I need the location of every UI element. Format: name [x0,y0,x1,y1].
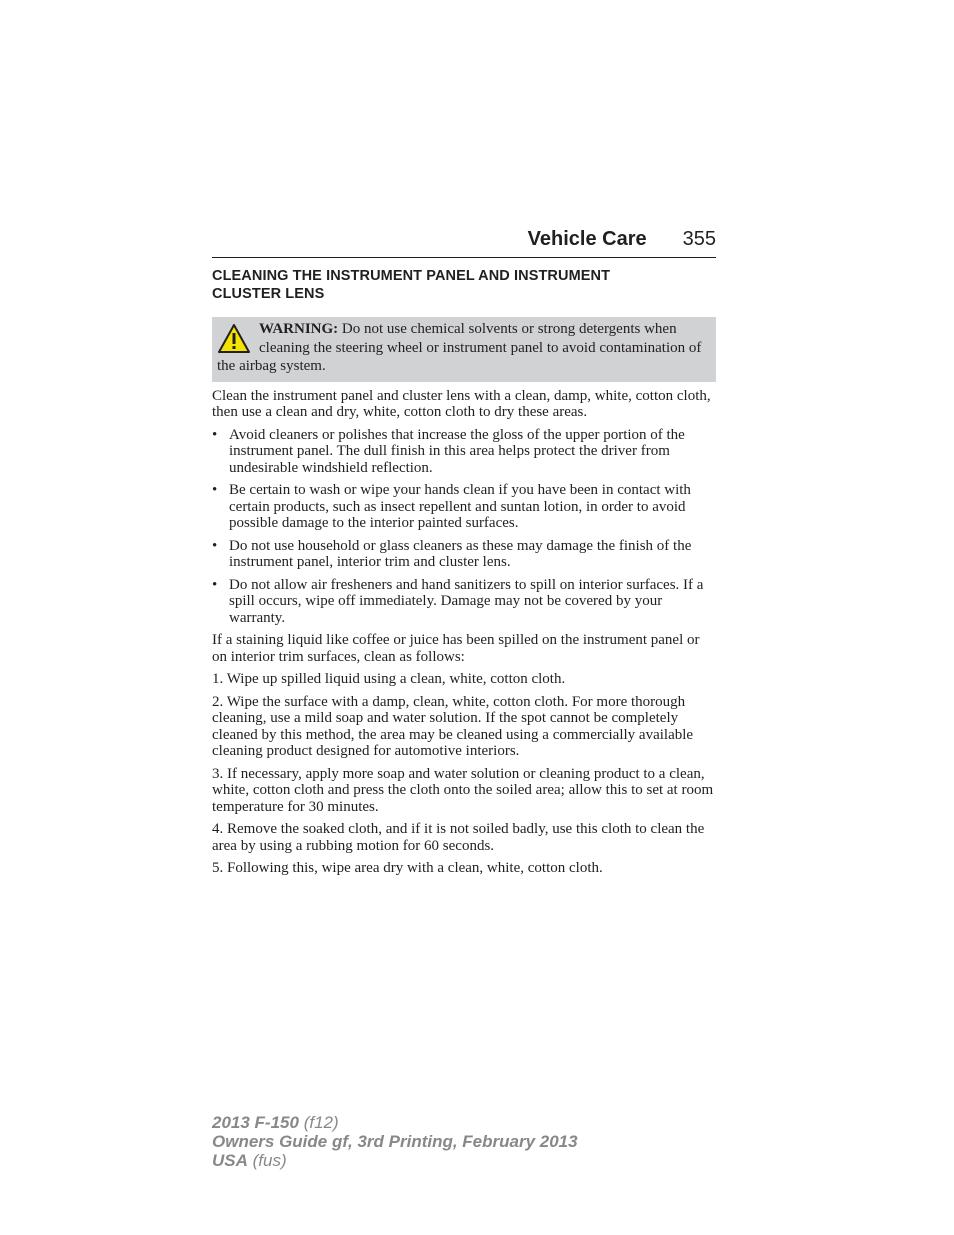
warning-triangle-icon [217,322,251,356]
staining-intro-paragraph: If a staining liquid like coffee or juice has been spilled on the instrument panel or on interior trim surfaces, clean as follows: [212,632,700,665]
page-footer [212,1113,578,1170]
footer-model-code: (f12) [303,1113,339,1132]
footer-guide: Owners Guide gf, 3rd Printing, February 2013 [212,1132,578,1151]
bullet-text: Avoid cleaners or polishes that increase the gloss of the upper portion of the instrument panel. The dull finish in this area helps protect the driver from undesirable windshield reflection. [229,426,685,476]
footer-region-code: (fus) [252,1151,287,1170]
bullet-item [212,538,716,571]
bullet-item [212,427,716,477]
step-5: 5. Following this, wipe area dry with a clean, white, cotton cloth. [212,860,603,876]
footer-model: 2013 F-150 [212,1113,299,1132]
intro-paragraph: Clean the instrument panel and cluster lens with a clean, damp, white, cotton cloth, then use a clean and dry, white, cotton cloth to dry these areas. [212,387,711,420]
bullet-list [212,427,716,627]
footer-region: USA [212,1151,248,1170]
section-heading-line-2: CLUSTER LENS [212,285,325,302]
section-heading [212,268,716,303]
bullet-text: Do not use household or glass cleaners as these may damage the finish of the instrument panel, interior trim and cluster lens. [229,537,692,570]
section-heading-line-1: CLEANING THE INSTRUMENT PANEL AND INSTRUMENT [212,268,611,284]
bullet-symbol: • [212,426,218,443]
chapter-title: Vehicle Care [527,228,647,250]
bullet-symbol: • [212,576,218,593]
bullet-text: Do not allow air fresheners and hand sanitizers to spill on interior surfaces. If a spill occurs, wipe off immediately. Damage may not be covered by your warranty. [229,576,704,626]
page-header [212,228,716,258]
warning-text: Do not use chemical solvents or strong detergents when cleaning the steering wheel or instrument panel to avoid contamination of the airbag system. [217,321,702,374]
footer-line-model [212,1113,578,1132]
bullet-symbol: • [212,537,218,554]
page-number: 355 [682,228,716,250]
warning-box [212,317,716,382]
step-4: 4. Remove the soaked cloth, and if it is not soiled badly, use this cloth to clean the area by using a rubbing motion for 60 seconds. [212,821,705,854]
step-1: 1. Wipe up spilled liquid using a clean, white, cotton cloth. [212,671,566,687]
bullet-item [212,577,716,627]
bullet-text: Be certain to wash or wipe your hands clean if you have been in contact with certain products, such as insect repellent and suntan lotion, in order to avoid possible damage to the interior painted surfaces. [229,482,691,531]
footer-line-region [212,1151,578,1170]
bullet-symbol: • [212,482,218,498]
step-2: 2. Wipe the surface with a damp, clean, white, cotton cloth. For more thorough cleaning, use a mild soap and water solution. If the spot cannot be completely cleaned by this method, the area may be cleaned using a commercially available cleaning product designed for automotive interiors. [212,693,694,759]
step-3: 3. If necessary, apply more soap and water solution or cleaning product to a clean, white, cotton cloth and press the cloth onto the soiled area; allow this to set at room temperature for 30 minutes. [212,765,714,815]
manual-page [212,228,716,877]
bullet-item [212,482,716,532]
warning-label: WARNING: [259,321,339,337]
